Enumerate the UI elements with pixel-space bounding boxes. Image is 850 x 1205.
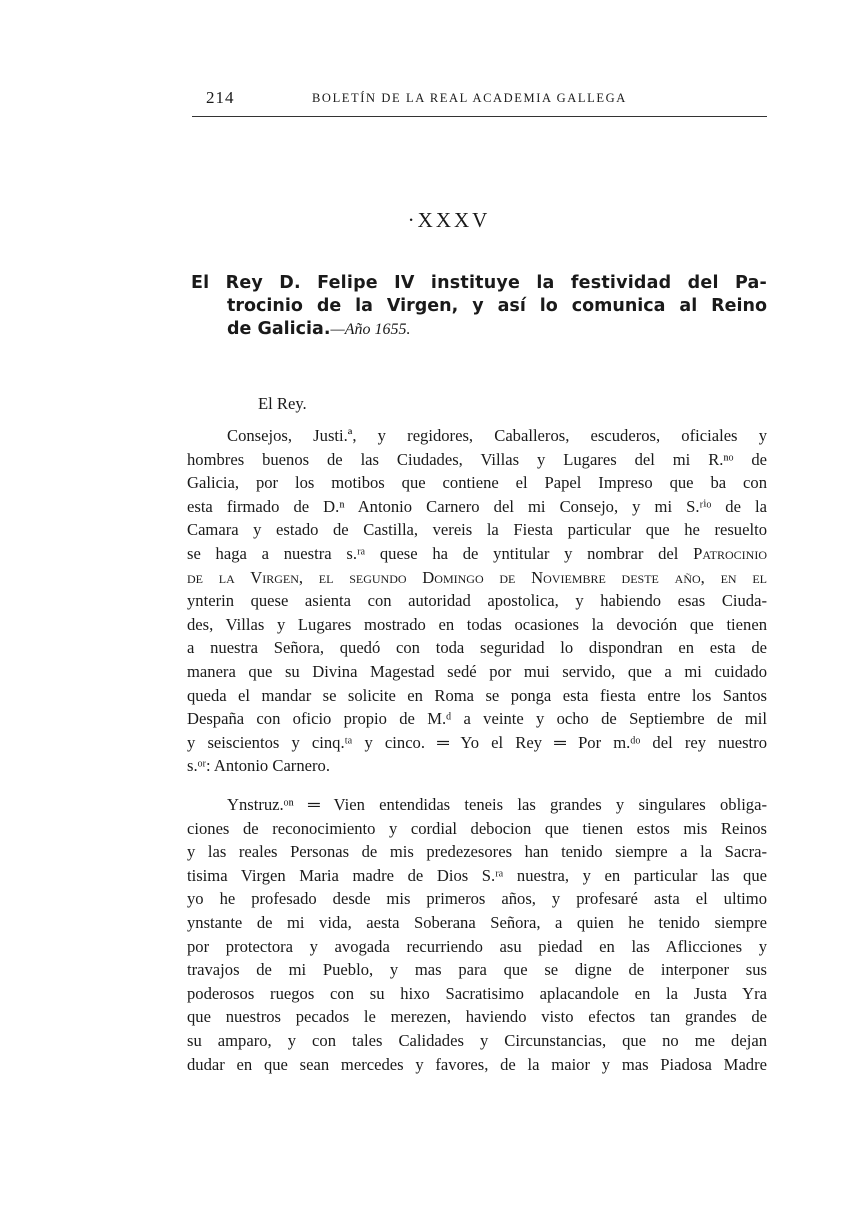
paragraph-line: ciones de reconocimiento y cordial debocion que tienen estos mis Reinos bbox=[187, 818, 767, 838]
paragraph-line: poderosos ruegos con su hixo Sacratisimo aplacandole en la Justa Yra bbox=[187, 983, 767, 1003]
paragraph-line-text: se haga a nuestra s.ʳᵃ quese ha de yntitular y nombrar del bbox=[187, 543, 694, 563]
paragraph-line: Galicia, por los motibos que contiene el Papel Impreso que ba con bbox=[187, 473, 767, 493]
paragraph-line: des, Villas y Lugares mostrado en todas ocasiones la devoción que tienen bbox=[187, 614, 767, 634]
paragraph-line: tisima Virgen Maria madre de Dios S.ʳᵃ nuestra, y en particular las que bbox=[187, 865, 767, 885]
section-numeral: ·XXXV bbox=[407, 208, 491, 232]
smallcaps-word: Patrocinio bbox=[693, 543, 767, 563]
paragraph-line: travajos de mi Pueblo, y mas para que se digne de interponer sus bbox=[187, 960, 767, 980]
paragraph-line: yo he profesado desde mis primeros años, y profesaré asta el ultimo bbox=[187, 889, 767, 909]
paragraph-line: queda el mandar se solicite en Roma se ponga esta fiesta entre los Santos bbox=[187, 685, 767, 705]
paragraph-line: que nuestros pecados le merezen, haviendo visto efectos tan grandes de bbox=[187, 1007, 767, 1027]
paragraph-line: Camara y estado de Castilla, vereis la Fiesta particular que he resuelto bbox=[187, 520, 767, 540]
paragraph-line: Despaña con oficio propio de M.ᵈ a veinte y ocho de Septiembre de mil bbox=[187, 709, 767, 729]
title-year: —Año 1655. bbox=[330, 321, 411, 338]
paragraph-line: manera que su Divina Magestad sedé por mui servido, que a mi cuidado bbox=[187, 661, 767, 681]
paragraph-line: y las reales Personas de mis predezesores han tenido siempre a la Sacra- bbox=[187, 842, 767, 862]
journal-title: BOLETÍN DE LA REAL ACADEMIA GALLEGA bbox=[312, 91, 627, 105]
salutation: El Rey. bbox=[258, 394, 307, 413]
title-line-1: El Rey D. Felipe IV instituye la festividad del Pa- bbox=[191, 273, 767, 293]
paragraph-line: dudar en que sean mercedes y favores, de la maior y mas Piadosa Madre bbox=[187, 1054, 767, 1074]
paragraph-line: su amparo, y con tales Calidades y Circunstancias, que no me dejan bbox=[187, 1030, 767, 1050]
paragraph-line bbox=[187, 566, 767, 590]
paragraph-line: y seiscientos y cinq.ᵗᵃ y cinco. ═ Yo el Rey ═ Por m.ᵈᵒ del rey nuestro bbox=[187, 732, 767, 752]
paragraph-2 bbox=[187, 793, 767, 1076]
title-line-2: trocinio de la Virgen, y así lo comunica al Reino bbox=[227, 296, 767, 316]
title-line-3-text: de Galicia. bbox=[227, 319, 331, 339]
paragraph-line: ynterin quese asienta con autoridad apostolica, y habiendo esas Ciuda- bbox=[187, 591, 767, 611]
paragraph-line: a nuestra Señora, quedó con toda seguridad lo dispondran en esta de bbox=[187, 638, 767, 658]
paragraph-line: Consejos, Justi.ª, y regidores, Caballeros, escuderos, oficiales y bbox=[227, 426, 767, 445]
running-header bbox=[192, 88, 767, 112]
paragraph-line: ynstante de mi vida, aesta Soberana Señora, a quien he tenido siempre bbox=[187, 912, 767, 932]
paragraph-line bbox=[187, 542, 767, 566]
page-number: 214 bbox=[206, 88, 235, 107]
paragraph-line-smallcaps: de la Virgen, el segundo Domingo de Noviembre deste año, en el bbox=[187, 567, 767, 587]
document-title bbox=[191, 272, 767, 341]
paragraph-line: esta firmado de D.ⁿ Antonio Carnero del mi Consejo, y mi S.ʳⁱᵒ de la bbox=[187, 496, 767, 516]
paragraph-1 bbox=[187, 424, 767, 778]
paragraph-line: por protectora y avogada recurriendo asu piedad en las Aflicciones y bbox=[187, 936, 767, 956]
title-line-3 bbox=[191, 318, 767, 341]
paragraph-line: s.ᵒʳ: Antonio Carnero. bbox=[187, 756, 330, 776]
paragraph-line: Ynstruz.ᵒⁿ ═ Vien entendidas teneis las grandes y singulares obliga- bbox=[227, 795, 767, 814]
paragraph-line: hombres buenos de las Ciudades, Villas y Lugares del mi R.ⁿᵒ de bbox=[187, 449, 767, 469]
header-rule bbox=[192, 116, 767, 117]
